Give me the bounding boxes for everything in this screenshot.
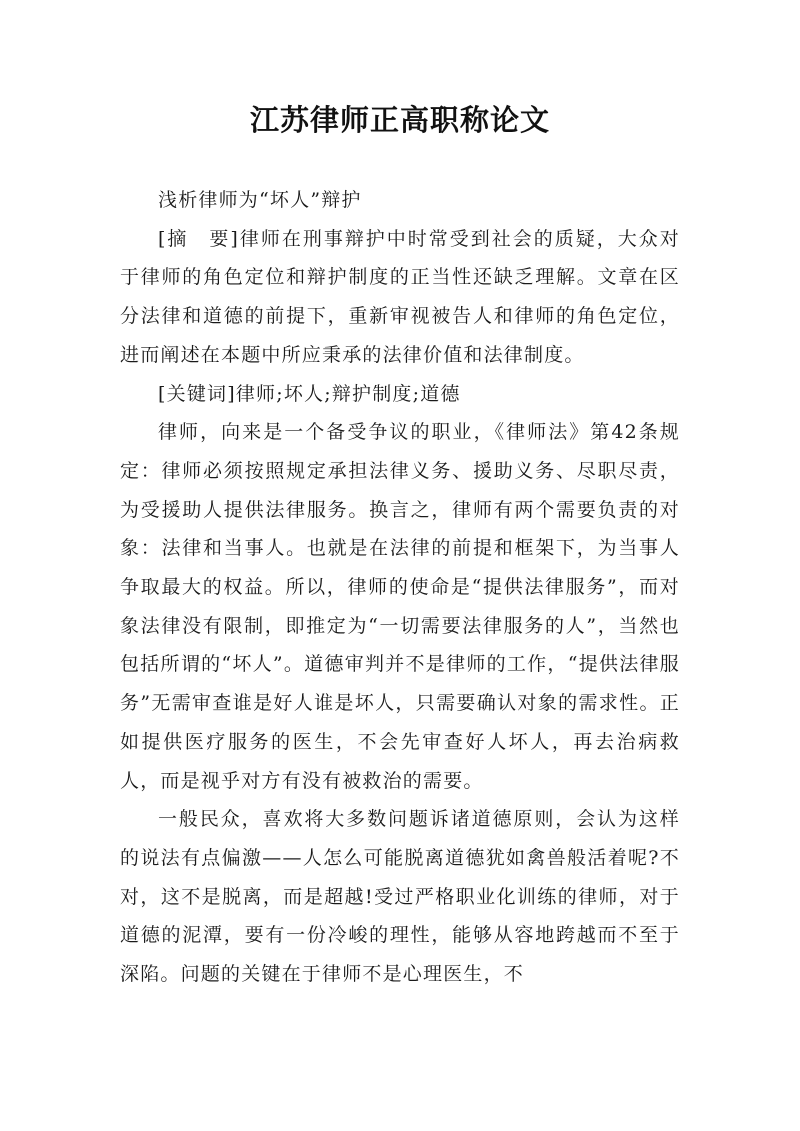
- body-paragraph: 一般民众，喜欢将大多数问题诉诸道德原则，会认为这样的说法有点偏激——人怎么可能脱离道德犹如禽兽般活着呢?不对，这不是脱离，而是超越!受过严格职业化训练的律师，对于道德的泥潭，要有一份冷峻的理性，能够从容地跨越而不至于深陷。问题的关键在于律师不是心理医生，不: [120, 808, 680, 986]
- document-title: 江苏律师正高职称论文: [249, 103, 550, 137]
- article-subtitle: 浅析律师为“坏人”辩护: [158, 189, 362, 211]
- keywords-paragraph: [关键词]律师;坏人;辩护制度;道德: [158, 382, 461, 405]
- abstract-paragraph: [摘 要]律师在刑事辩护中时常受到社会的质疑，大众对于律师的角色定位和辩护制度的正当性还缺乏理解。文章在区分法律和道德的前提下，重新审视被告人和律师的角色定位，进而阐述在本题中所应秉承的法律价值和法律制度。: [120, 227, 680, 366]
- body-paragraph: 律师，向来是一个备受争议的职业，《律师法》第42条规定：律师必须按照规定承担法律义务、援助义务、尽职尽责，为受援助人提供法律服务。换言之，律师有两个需要负责的对象：法律和当事人。也就是在法律的前提和框架下，为当事人争取最大的权益。所以，律师的使命是“提供法律服务”，而对象法律没有限制，即推定为“一切需要法律服务的人”，当然也包括所谓的“坏人”。道德审判并不是律师的工作，“提供法律服务”无需审查谁是好人谁是坏人，只需要确认对象的需求性。正如提供医疗服务的医生，不会先审查好人坏人，再去治病救人，而是视乎对方有没有被救治的需要。: [120, 421, 680, 792]
- document-body: [120, 181, 680, 994]
